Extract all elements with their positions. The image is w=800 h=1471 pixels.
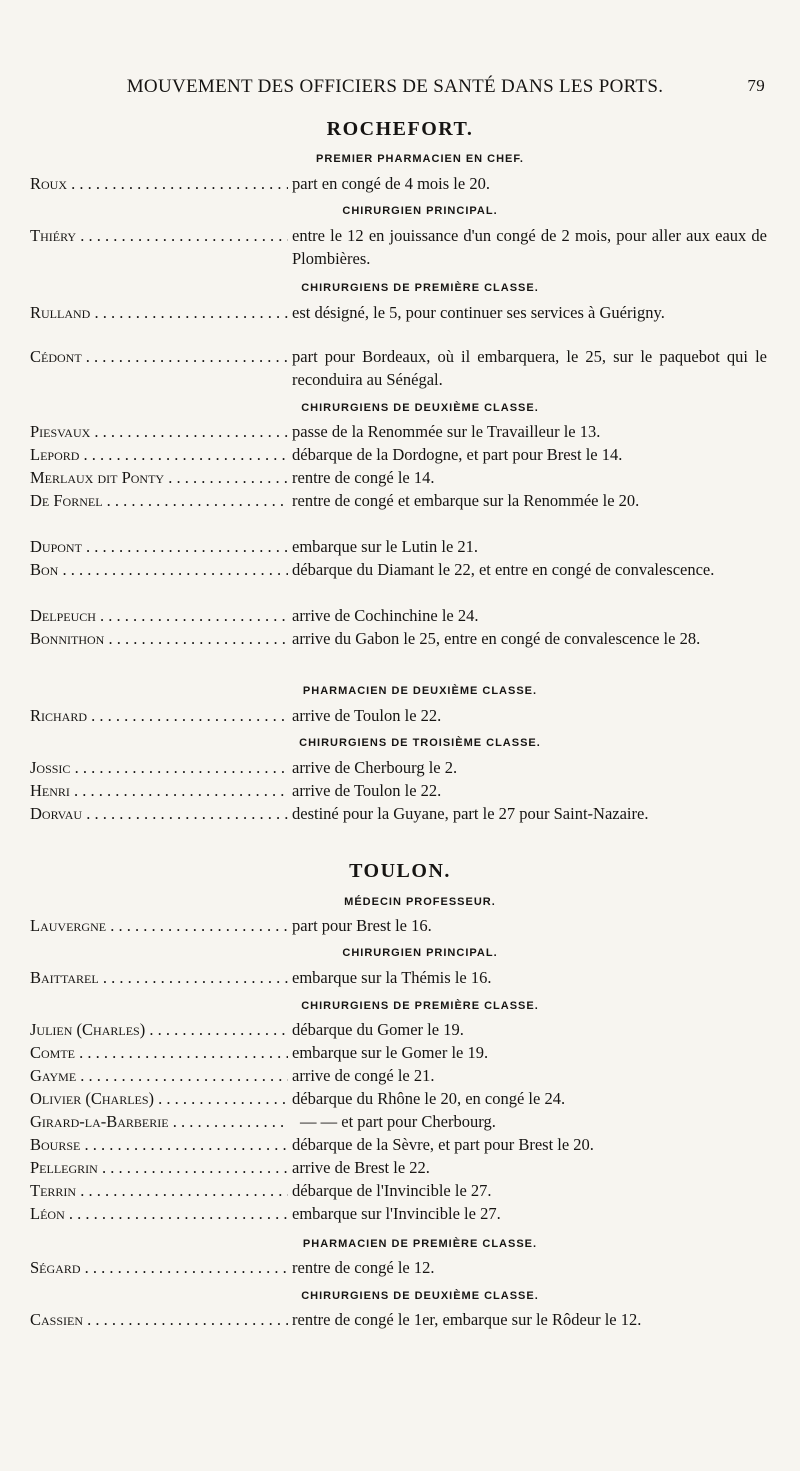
movement-text: arrive de Brest le 22. [292,1158,430,1177]
officer-name: Léon . . . [30,1202,288,1225]
rank-heading: CHIRURGIENS DE DEUXIÈME CLASSE. [301,402,539,414]
movement-text: débarque du Diamant le 22, et entre en congé de convalescence. [292,560,715,579]
officer-name: Dupont . . . [30,535,288,558]
movement-text: embarque sur le Gomer le 19. [292,1043,489,1062]
movement-text: passe de la Renommée sur le Travailleur le 13. [292,422,601,441]
rank-heading: PHARMACIEN DE DEUXIÈME CLASSE. [302,685,538,697]
officer-name: Richard . . . [30,704,288,727]
officer-name: Lauvergne . . . [30,914,288,937]
movement-text: débarque du Gomer le 19. [292,1020,464,1039]
officer-name: Piesvaux . . . [30,420,288,443]
officer-name: Lepord . . . [30,443,288,466]
page-number: 79 [747,76,765,95]
officer-name: Cassien . . . [30,1308,288,1331]
port-heading-rochefort: ROCHEFORT. [326,118,474,140]
port-heading-toulon: TOULON. [349,860,451,882]
rank-heading: MÉDECIN PROFESSEUR. [344,896,496,908]
officer-name: Bonnithon . . . [30,627,288,650]
officer-name: Rulland . . . [30,301,288,324]
movement-text: embarque sur le Lutin le 21. [292,537,479,556]
rank-heading: PHARMACIEN DE PREMIÈRE CLASSE. [302,1238,538,1250]
officer-name: Roux . . . [30,172,288,195]
movement-text: — — et part pour Cherbourg. [300,1112,496,1131]
officer-name: Jossic . . . [30,756,288,779]
page-title: MOUVEMENT DES OFFICIERS DE SANTÉ DANS LES PORTS. [126,76,664,97]
running-head [115,76,765,98]
officer-name: Olivier (Charles) . . . [30,1087,288,1110]
movement-text: part pour Bordeaux, où il embarquera, le 25, sur le paquebot qui le reconduira au Sénégal. [292,347,767,389]
officer-name: Henri . . . [30,779,288,802]
officer-name: Dorvau . . . [30,802,288,825]
officer-name: Thiéry . . . [30,224,288,247]
officer-name: Baittarel . . . [30,966,288,989]
movement-text: débarque du Rhône le 20, en congé le 24. [292,1089,566,1108]
movement-text: débarque de l'Invincible le 27. [292,1181,492,1200]
movement-text: débarque de la Sèvre, et part pour Brest le 20. [292,1135,594,1154]
movement-text: rentre de congé et embarque sur la Renommée le 20. [292,491,640,510]
officer-name: Julien (Charles) . . . [30,1018,288,1041]
officer-name: Terrin . . . [30,1179,288,1202]
movement-text: rentre de congé le 1er, embarque sur le Rôdeur le 12. [292,1310,642,1329]
officer-name: De Fornel . . . [30,489,288,512]
movement-text: arrive de Toulon le 22. [292,706,442,725]
rank-heading: CHIRURGIENS DE DEUXIÈME CLASSE. [301,1290,539,1302]
rank-heading: PREMIER PHARMACIEN EN CHEF. [316,153,524,165]
movement-text: part en congé de 4 mois le 20. [292,174,490,193]
officer-name: Gayme . . . [30,1064,288,1087]
movement-text: arrive de Cherbourg le 2. [292,758,458,777]
movement-text: rentre de congé le 12. [292,1258,435,1277]
movement-text: part pour Brest le 16. [292,916,432,935]
movement-text: arrive de Cochinchine le 24. [292,606,479,625]
rank-heading: CHIRURGIENS DE PREMIÈRE CLASSE. [301,1000,539,1012]
officer-name: Comte . . . [30,1041,288,1064]
officer-name: Merlaux dit Ponty . . . [30,466,288,489]
rank-heading: CHIRURGIENS DE TROISIÈME CLASSE. [299,737,541,749]
rank-heading: CHIRURGIEN PRINCIPAL. [342,205,498,217]
officer-name: Bourse . . . [30,1133,288,1156]
movement-text: arrive de Toulon le 22. [292,781,442,800]
movement-text: arrive du Gabon le 25, entre en congé de convalescence le 28. [292,629,701,648]
movement-text: est désigné, le 5, pour continuer ses services à Guérigny. [292,303,665,322]
rank-heading: CHIRURGIEN PRINCIPAL. [342,947,498,959]
officer-name: Ségard . . . [30,1256,288,1279]
movement-text: rentre de congé le 14. [292,468,435,487]
movement-text: arrive de congé le 21. [292,1066,435,1085]
rank-heading: CHIRURGIENS DE PREMIÈRE CLASSE. [301,282,539,294]
movement-text: débarque de la Dordogne, et part pour Brest le 14. [292,445,623,464]
officer-name: Girard-la-Barberie . . . [30,1110,288,1133]
officer-name: Pellegrin . . . [30,1156,288,1179]
movement-text: entre le 12 en jouissance d'un congé de 2 mois, pour aller aux eaux de Plombières. [292,226,767,268]
movement-text: embarque sur la Thémis le 16. [292,968,492,987]
officer-name: Delpeuch . . . [30,604,288,627]
movement-text: destiné pour la Guyane, part le 27 pour Saint-Nazaire. [292,804,649,823]
movement-text: embarque sur l'Invincible le 27. [292,1204,501,1223]
officer-name: Bon . . . [30,558,288,581]
officer-name: Cédont . . . [30,345,288,368]
